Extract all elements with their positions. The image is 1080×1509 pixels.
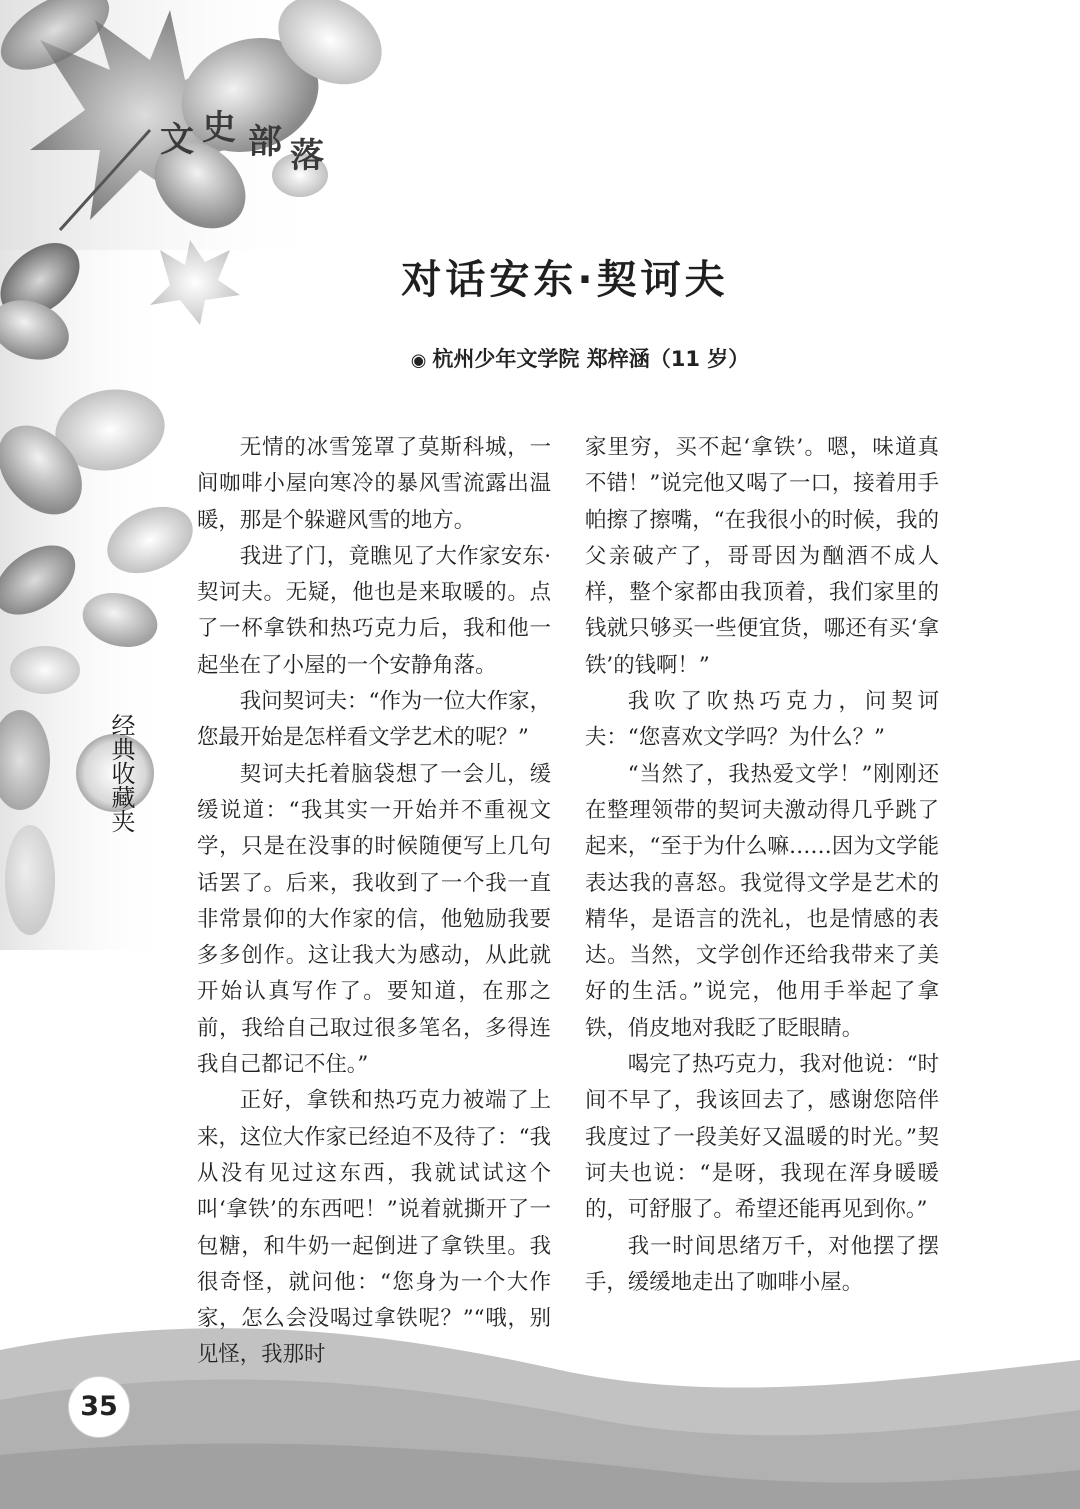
article-column-left [197,430,551,1374]
paragraph: “当然了，我热爱文学！”刚刚还在整理领带的契诃夫激动得几乎跳了起来，“至于为什么嘛……因为文学能表达我的喜怒。我觉得文学是艺术的精华，是语言的洗礼，也是情感的表达。当然，文学创作还给我带来了美好的生活。”说完，他用手举起了拿铁，俏皮地对我眨了眨眼睛。 [585,761,939,1041]
paragraph: 我吹了吹热巧克力，问契诃夫：“您喜欢文学吗？为什么？” [585,689,939,751]
paragraph: 喝完了热巧克力，我对他说：“时间不早了，我该回去了，感谢您陪伴我度过了一段美好又温暖的时光。”契诃夫也说：“是呀，我现在浑身暖暖的，可舒服了。希望还能再见到你。” [585,1052,939,1223]
side-tag-text: 经典收藏夹 [107,713,135,833]
paragraph: 正好，拿铁和热巧克力被端了上来，这位大作家已经迫不及待了：“我从没有见过这东西，我就试试这个叫‘拿铁’的东西吧！”说着就撕开了一包糖，和牛奶一起倒进了拿铁里。我很奇怪，就问他：“您身为一个大作家，怎么会没喝过拿铁呢？”“哦，别见怪，我那时 [197,1088,551,1368]
byline-text: 杭州少年文学院 郑梓涵（11 岁） [432,347,750,371]
article-title: 对话安东·契诃夫 [401,257,729,303]
article-column-right [585,430,939,1301]
article-byline [0,343,1080,373]
paragraph: 我进了门，竟瞧见了大作家安东·契诃夫。无疑，他也是来取暖的。点了一杯拿铁和热巧克力后，我和他一起坐在了小屋的一个安静角落。 [197,543,551,678]
pen-nib-icon: ◉ [410,350,427,371]
side-tag [74,680,158,850]
page-number: 35 [68,1376,130,1438]
paragraph: 我一时间思绪万千，对他摆了摆手，缓缓地走出了咖啡小屋。 [585,1233,939,1295]
section-char-1: 文 [160,120,194,160]
section-banner [160,100,360,176]
paragraph: 我问契诃夫：“作为一位大作家，您最开始是怎样看文学艺术的呢？” [197,689,551,751]
section-char-3: 部 [248,122,282,162]
paragraph: 契诃夫托着脑袋想了一会儿，缓缓说道：“我其实一开始并不重视文学，只是在没事的时候随便写上几句话罢了。后来，我收到了一个我一直非常景仰的大作家的信，他勉励我要多多创作。这让我大为感动，从此就开始认真写作了。要知道，在那之前，我给自己取过很多笔名，多得连我自己都记不住。” [197,761,551,1078]
section-char-4: 落 [290,136,324,176]
section-char-2: 史 [202,108,236,148]
paragraph: 无情的冰雪笼罩了莫斯科城，一间咖啡小屋向寒冷的暴风雪流露出温暖，那是个躲避风雪的地方。 [197,435,551,533]
paragraph-continued: 家里穷，买不起‘拿铁’。嗯，味道真不错！”说完他又喝了一口，接着用手帕擦了擦嘴，“在我很小的时候，我的父亲破产了，哥哥因为酗酒不成人样，整个家都由我顶着，我们家里的钱就只够买一些便宜货，哪还有买‘拿铁’的钱啊！” [585,435,939,678]
